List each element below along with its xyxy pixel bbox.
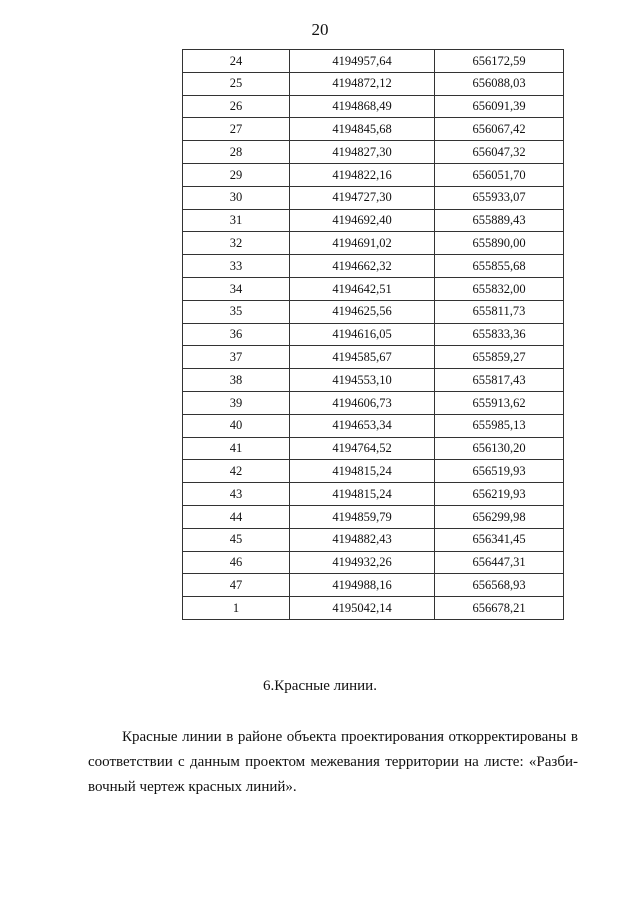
table-row	[183, 369, 564, 392]
point-number-cell: 26	[183, 95, 290, 118]
y-coordinate-cell: 656519,93	[435, 460, 564, 483]
y-coordinate-cell: 656172,59	[435, 50, 564, 73]
y-coordinate-cell: 655913,62	[435, 391, 564, 414]
y-coordinate-cell: 655817,43	[435, 369, 564, 392]
table-row	[183, 95, 564, 118]
point-number-cell: 44	[183, 505, 290, 528]
point-number-cell: 47	[183, 574, 290, 597]
point-number-cell: 25	[183, 72, 290, 95]
y-coordinate-cell: 655890,00	[435, 232, 564, 255]
point-number-cell: 36	[183, 323, 290, 346]
point-number-cell: 39	[183, 391, 290, 414]
point-number-cell: 28	[183, 141, 290, 164]
point-number-cell: 30	[183, 186, 290, 209]
x-coordinate-cell: 4194957,64	[290, 50, 435, 73]
table-row	[183, 72, 564, 95]
point-number-cell: 41	[183, 437, 290, 460]
point-number-cell: 46	[183, 551, 290, 574]
x-coordinate-cell: 4195042,14	[290, 597, 435, 620]
y-coordinate-cell: 656091,39	[435, 95, 564, 118]
table-row	[183, 209, 564, 232]
table-row	[183, 50, 564, 73]
x-coordinate-cell: 4194815,24	[290, 483, 435, 506]
y-coordinate-cell: 655933,07	[435, 186, 564, 209]
point-number-cell: 29	[183, 163, 290, 186]
point-number-cell: 32	[183, 232, 290, 255]
y-coordinate-cell: 656568,93	[435, 574, 564, 597]
y-coordinate-cell: 655859,27	[435, 346, 564, 369]
point-number-cell: 27	[183, 118, 290, 141]
point-number-cell: 1	[183, 597, 290, 620]
y-coordinate-cell: 656051,70	[435, 163, 564, 186]
x-coordinate-cell: 4194553,10	[290, 369, 435, 392]
table-row	[183, 574, 564, 597]
point-number-cell: 24	[183, 50, 290, 73]
table-row	[183, 186, 564, 209]
table-row	[183, 551, 564, 574]
section-heading: 6.Красные линии.	[263, 678, 377, 694]
y-coordinate-cell: 656447,31	[435, 551, 564, 574]
y-coordinate-cell: 655811,73	[435, 300, 564, 323]
table-row	[183, 460, 564, 483]
x-coordinate-cell: 4194662,32	[290, 255, 435, 278]
page-number: 20	[311, 20, 329, 39]
x-coordinate-cell: 4194827,30	[290, 141, 435, 164]
table-row	[183, 483, 564, 506]
table-row	[183, 255, 564, 278]
table-row	[183, 346, 564, 369]
y-coordinate-cell: 656299,98	[435, 505, 564, 528]
y-coordinate-cell: 655855,68	[435, 255, 564, 278]
table-row	[183, 277, 564, 300]
y-coordinate-cell: 656047,32	[435, 141, 564, 164]
point-number-cell: 40	[183, 414, 290, 437]
point-number-cell: 42	[183, 460, 290, 483]
point-number-cell: 37	[183, 346, 290, 369]
y-coordinate-cell: 656678,21	[435, 597, 564, 620]
table-row	[183, 391, 564, 414]
point-number-cell: 38	[183, 369, 290, 392]
x-coordinate-cell: 4194815,24	[290, 460, 435, 483]
x-coordinate-cell: 4194822,16	[290, 163, 435, 186]
coordinates-table	[182, 49, 564, 620]
table-row	[183, 323, 564, 346]
y-coordinate-cell: 655833,36	[435, 323, 564, 346]
table-row	[183, 141, 564, 164]
point-number-cell: 34	[183, 277, 290, 300]
x-coordinate-cell: 4194859,79	[290, 505, 435, 528]
y-coordinate-cell: 656219,93	[435, 483, 564, 506]
point-number-cell: 43	[183, 483, 290, 506]
y-coordinate-cell: 656341,45	[435, 528, 564, 551]
x-coordinate-cell: 4194653,34	[290, 414, 435, 437]
y-coordinate-cell: 655985,13	[435, 414, 564, 437]
y-coordinate-cell: 656088,03	[435, 72, 564, 95]
x-coordinate-cell: 4194606,73	[290, 391, 435, 414]
coordinates-table-body	[183, 50, 564, 620]
x-coordinate-cell: 4194727,30	[290, 186, 435, 209]
table-row	[183, 232, 564, 255]
x-coordinate-cell: 4194692,40	[290, 209, 435, 232]
x-coordinate-cell: 4194616,05	[290, 323, 435, 346]
table-row	[183, 505, 564, 528]
x-coordinate-cell: 4194642,51	[290, 277, 435, 300]
x-coordinate-cell: 4194845,68	[290, 118, 435, 141]
point-number-cell: 31	[183, 209, 290, 232]
table-row	[183, 597, 564, 620]
y-coordinate-cell: 655832,00	[435, 277, 564, 300]
point-number-cell: 35	[183, 300, 290, 323]
x-coordinate-cell: 4194691,02	[290, 232, 435, 255]
table-row	[183, 414, 564, 437]
x-coordinate-cell: 4194988,16	[290, 574, 435, 597]
table-row	[183, 163, 564, 186]
table-row	[183, 118, 564, 141]
x-coordinate-cell: 4194882,43	[290, 528, 435, 551]
y-coordinate-cell: 655889,43	[435, 209, 564, 232]
section-paragraph: Красные линии в районе объекта проектирования откорректированы в соответствии с данным проектом межевания территории на листе: «Разби-вочный чертеж красных линий».	[88, 729, 578, 795]
point-number-cell: 45	[183, 528, 290, 551]
table-row	[183, 300, 564, 323]
table-row	[183, 528, 564, 551]
x-coordinate-cell: 4194932,26	[290, 551, 435, 574]
y-coordinate-cell: 656067,42	[435, 118, 564, 141]
table-row	[183, 437, 564, 460]
x-coordinate-cell: 4194625,56	[290, 300, 435, 323]
point-number-cell: 33	[183, 255, 290, 278]
x-coordinate-cell: 4194868,49	[290, 95, 435, 118]
y-coordinate-cell: 656130,20	[435, 437, 564, 460]
x-coordinate-cell: 4194872,12	[290, 72, 435, 95]
x-coordinate-cell: 4194585,67	[290, 346, 435, 369]
x-coordinate-cell: 4194764,52	[290, 437, 435, 460]
